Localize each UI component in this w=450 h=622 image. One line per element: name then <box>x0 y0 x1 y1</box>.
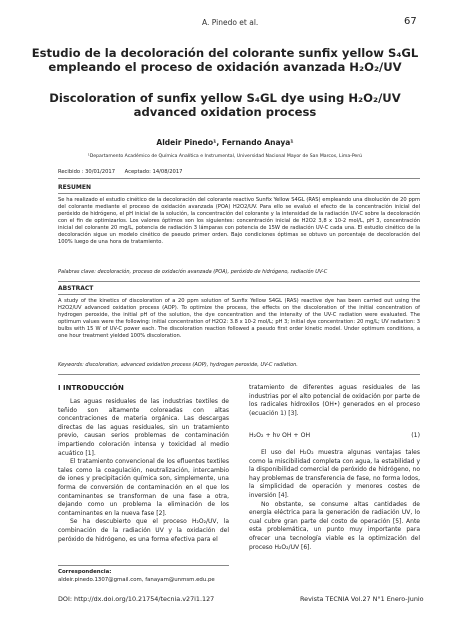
divider <box>58 281 420 282</box>
received-date: Recibido : 30/01/2017 <box>58 169 116 175</box>
correspondence-emails: aldeir.pinedo.1307@gmail.com, fanayam@unmsm.edu.pe <box>58 576 215 583</box>
equation-text: H₂O₂ + hν OH + OH <box>249 432 311 439</box>
intro-paragraph: No obstante, se consume altas cantidades de energía eléctrica para la generación de radiación UV, lo cual cubre gran parte del costo de operación [5]. Ante esta problemática, un punto muy importante para ofrecer una tecnología viable es la optimización del proceso H₂O₂/UV [6]. <box>249 500 420 551</box>
article-dates <box>58 169 190 175</box>
affiliation: ¹Departamento Académico de Química Analítica e Instrumental, Universidad Nacional Mayor de San Marcos, Lima-Perú <box>87 154 363 159</box>
footnote-divider <box>58 565 229 566</box>
intro-paragraph: El tratamiento convencional de los efluentes textiles tales como la coagulación, neutralización, intercambio de iones y precipitación química son, simplemente, una forma de conversión de contaminación en el que los contaminantes se transforman de una fase a otra, dejando como un problema la eliminación de los contaminantes en la nueva fase [2]. <box>58 458 229 517</box>
resumen-keywords: Palabras clave: decoloración, proceso de oxidación avanzada (POA), peróxido de hidrógeno, radiación UV-C <box>58 269 328 275</box>
intro-paragraph: Las aguas residuales de las industrias textiles de teñido son altamente coloreadas con altas concentraciones de materia orgánica. Las descargas directas de las aguas residuales, sin un tratamiento previo, causan serios problemas de contaminación impartiendo coloración intensa y toxicidad al medio acuático [1]. <box>58 398 229 457</box>
abstract-keywords: Keywords: discoloration, advanced oxidation process (AOP), hydrogen peroxide, UV-C radiation. <box>58 362 298 368</box>
intro-paragraph: Se ha descubierto que el proceso H₂O₂/UV, la combinación de la radiación UV y la oxidación del peróxido de hidrógeno, es una forma efectiva para el <box>58 518 229 543</box>
intro-right-column-top: tratamiento de diferentes aguas residuales de las industrias por el alto potencial de oxidación por parte de los radicales hidroxilos (OH•) generados en el proceso (ecuación 1) [3]. <box>249 384 420 417</box>
intro-paragraph: El uso del H₂O₂ muestra algunas ventajas tales como la miscibilidad completa con agua, la estabilidad y la disponibilidad comercial de peróxido de hidrógeno, no hay problemas de transferencia de fase, no forma lodos, la simplicidad de operación y menores costes de inversión [4]. <box>249 449 420 499</box>
divider <box>58 294 420 295</box>
intro-left-column <box>58 398 229 544</box>
correspondence <box>58 569 215 584</box>
divider <box>58 178 420 179</box>
footer-journal: Revista TECNIA Vol.27 N°1 Enero-Junio <box>300 595 424 603</box>
resumen-text: Se ha realizado el estudio cinético de la decoloración del colorante reactivo Sunfix Yellow S4GL (RAS) empleando una disolución de 20 ppm del colorante mediante el proceso de oxidación avanzada (POA) H2O2/UV. Para ello se evaluó el efecto de la concentración inicial del peróxido de hidrógeno, el pH inicial de la solución, la concentración del colorante y la intensidad de la radiación UV-C sobre la decoloración con el fin de optimizarlos. Los valores óptimos son los siguientes: concentración inicial de H2O2 3,8 x 10-2 mol/L, pH 3, concentración inicial del colorante 20 mg/L, potencia de radiación 3 lámparas con potencia de 15W de radiación UV-C cada una. El estudio cinético de la decoloración sigue un modelo cinético de pseudo primer orden. Bajo condiciones óptimas se obtuvo un porcentaje de decoloración del 100% luego de una hora de tratamiento. <box>58 197 420 245</box>
equation-1 <box>249 432 420 439</box>
page-number: 67 <box>404 16 417 27</box>
running-header-authors: A. Pinedo et al. <box>202 18 259 27</box>
equation-number: (1) <box>411 432 420 439</box>
resumen-heading: RESUMEN <box>58 184 92 191</box>
divider <box>58 193 420 194</box>
footer-doi: DOI: http://dx.doi.org/10.21754/tecnia.v27i1.127 <box>58 595 215 603</box>
title-english: Discoloration of sunfix yellow S₄GL dye using H₂O₂/UV advanced oxidation process <box>49 91 401 119</box>
intro-heading: I INTRODUCCIÓN <box>58 384 124 392</box>
accepted-date: Aceptado: 14/08/2017 <box>124 169 183 175</box>
correspondence-label: Correspondencia: <box>58 569 112 575</box>
abstract-text: A study of the kinetics of discoloration of a 20 ppm solution of Sunfix Yellow S4GL (RAS) reactive dye has been carried out using the H2O2/UV advanced oxidation process (AOP). To optimize the process, the effects on the discoloration of the initial concentration of hydrogen peroxide, the initial pH of the solution, the dye concentration and the intensity of the UV-C radiation were evaluated. The optimum values were the following: initial concentration of H2O2: 3.8 x 10-2 mol/L; pH 3; initial dye concentration: 20 mg/L; UV radiation: 3 bulbs with 15 W of UV-C power each. The discoloration reaction followed a pseudo first order kinetic model. Under optimum conditions, a one hour treatment yielded 100% discoloration. <box>58 298 420 339</box>
intro-right-column-bottom <box>249 449 420 552</box>
divider <box>58 374 420 375</box>
abstract-heading: ABSTRACT <box>58 285 94 292</box>
author-list: Aldeir Pinedo¹, Fernando Anaya¹ <box>156 138 294 147</box>
title-spanish: Estudio de la decoloración del colorante sunfix yellow S₄GL empleando el proceso de oxidación avanzada H₂O₂/UV <box>31 46 419 74</box>
